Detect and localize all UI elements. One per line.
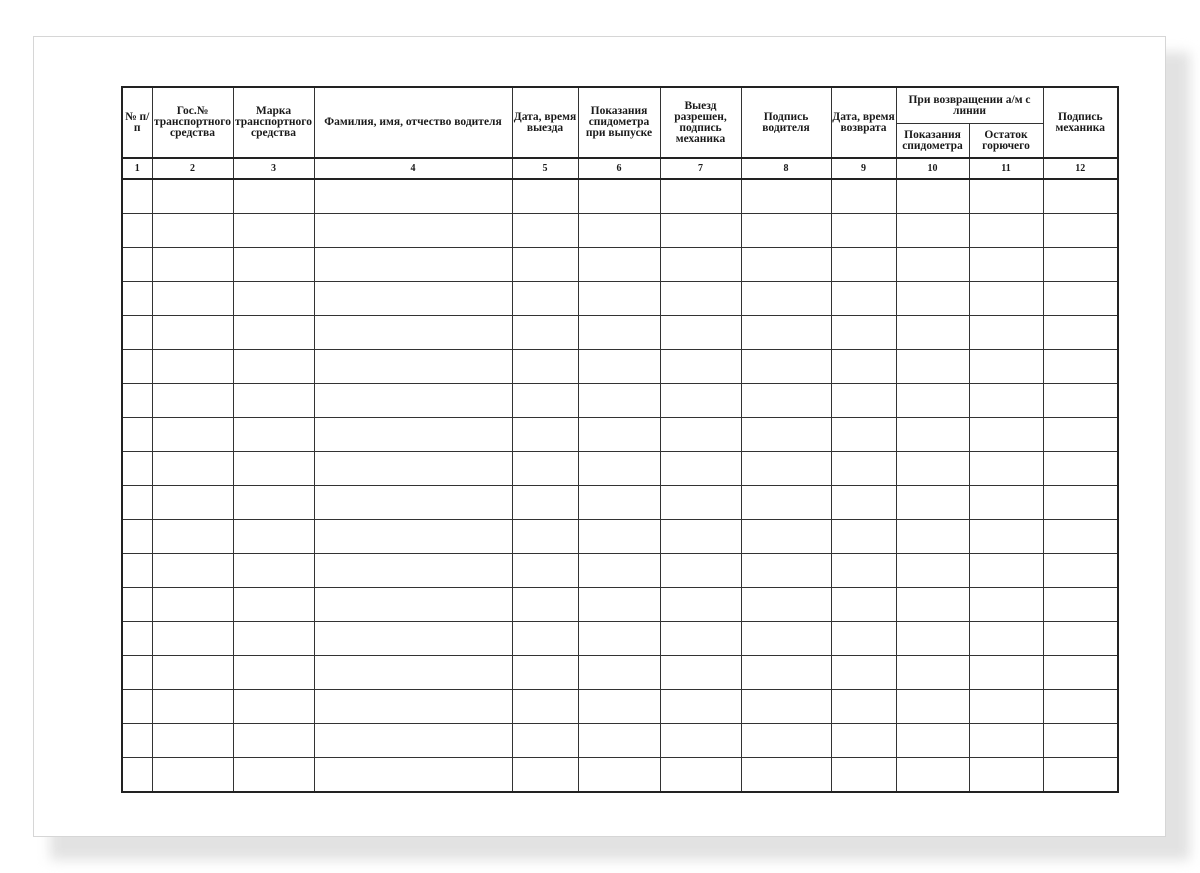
table-cell[interactable]	[152, 622, 233, 656]
table-cell[interactable]	[122, 214, 152, 248]
table-cell[interactable]	[1043, 758, 1118, 793]
table-cell[interactable]	[896, 316, 969, 350]
table-cell[interactable]	[1043, 588, 1118, 622]
table-row	[122, 350, 1118, 384]
table-cell[interactable]	[741, 554, 831, 588]
table-row	[122, 622, 1118, 656]
table-cell[interactable]	[233, 758, 314, 793]
table-cell[interactable]	[314, 724, 512, 758]
header-driver-name: Фамилия, имя, отчество водителя	[314, 87, 512, 158]
table-cell[interactable]	[152, 520, 233, 554]
table-cell[interactable]	[660, 520, 741, 554]
journal-body	[122, 179, 1118, 792]
table-cell[interactable]	[831, 452, 896, 486]
table-cell[interactable]	[896, 554, 969, 588]
table-cell[interactable]	[233, 554, 314, 588]
table-cell[interactable]	[578, 554, 660, 588]
table-cell[interactable]	[896, 179, 969, 214]
table-cell[interactable]	[896, 248, 969, 282]
column-number: 10	[896, 158, 969, 179]
table-row	[122, 554, 1118, 588]
table-cell[interactable]	[314, 316, 512, 350]
table-cell[interactable]	[233, 316, 314, 350]
table-cell[interactable]	[314, 214, 512, 248]
table-cell[interactable]	[578, 758, 660, 793]
table-cell[interactable]	[831, 554, 896, 588]
table-row	[122, 758, 1118, 793]
table-cell[interactable]	[314, 350, 512, 384]
table-cell[interactable]	[152, 656, 233, 690]
table-cell[interactable]	[831, 248, 896, 282]
table-cell[interactable]	[578, 588, 660, 622]
table-cell[interactable]	[969, 520, 1043, 554]
table-cell[interactable]	[831, 520, 896, 554]
table-cell[interactable]	[152, 418, 233, 452]
table-cell[interactable]	[1043, 418, 1118, 452]
table-cell[interactable]	[741, 724, 831, 758]
column-number: 2	[152, 158, 233, 179]
header-mechanic-signature: Подпись механика	[1043, 87, 1118, 158]
column-number: 6	[578, 158, 660, 179]
table-cell[interactable]	[969, 554, 1043, 588]
table-cell[interactable]	[831, 588, 896, 622]
table-cell[interactable]	[831, 316, 896, 350]
table-row	[122, 248, 1118, 282]
table-cell[interactable]	[741, 282, 831, 316]
form-sheet	[33, 36, 1166, 837]
table-cell[interactable]	[122, 554, 152, 588]
table-cell[interactable]	[969, 384, 1043, 418]
table-cell[interactable]	[314, 452, 512, 486]
table-cell[interactable]	[969, 588, 1043, 622]
header-driver-signature: Подпись водителя	[741, 87, 831, 158]
table-cell[interactable]	[233, 350, 314, 384]
table-cell[interactable]	[122, 486, 152, 520]
table-cell[interactable]	[660, 248, 741, 282]
table-cell[interactable]	[122, 452, 152, 486]
table-cell[interactable]	[152, 690, 233, 724]
table-cell[interactable]	[512, 486, 578, 520]
column-number: 3	[233, 158, 314, 179]
table-cell[interactable]	[896, 384, 969, 418]
table-cell[interactable]	[660, 758, 741, 793]
table-cell[interactable]	[512, 656, 578, 690]
table-cell[interactable]	[1043, 724, 1118, 758]
table-cell[interactable]	[660, 588, 741, 622]
table-cell[interactable]	[1043, 520, 1118, 554]
table-cell[interactable]	[741, 418, 831, 452]
table-cell[interactable]	[512, 248, 578, 282]
table-row	[122, 384, 1118, 418]
table-cell[interactable]	[969, 724, 1043, 758]
table-cell[interactable]	[152, 214, 233, 248]
header-return-group: При возвращении а/м с линии	[896, 87, 1043, 124]
table-cell[interactable]	[831, 656, 896, 690]
table-cell[interactable]	[1043, 690, 1118, 724]
table-cell[interactable]	[1043, 384, 1118, 418]
table-cell[interactable]	[896, 282, 969, 316]
table-cell[interactable]	[896, 350, 969, 384]
table-row	[122, 690, 1118, 724]
table-cell[interactable]	[122, 520, 152, 554]
table-cell[interactable]	[969, 418, 1043, 452]
table-cell[interactable]	[314, 384, 512, 418]
table-cell[interactable]	[969, 214, 1043, 248]
table-cell[interactable]	[831, 758, 896, 793]
table-cell[interactable]	[1043, 622, 1118, 656]
table-cell[interactable]	[896, 690, 969, 724]
table-cell[interactable]	[741, 622, 831, 656]
table-cell[interactable]	[122, 588, 152, 622]
table-cell[interactable]	[741, 690, 831, 724]
table-cell[interactable]	[122, 622, 152, 656]
table-cell[interactable]	[660, 690, 741, 724]
table-cell[interactable]	[512, 452, 578, 486]
table-cell[interactable]	[660, 452, 741, 486]
table-cell[interactable]	[314, 520, 512, 554]
table-cell[interactable]	[314, 486, 512, 520]
table-cell[interactable]	[122, 179, 152, 214]
table-cell[interactable]	[512, 282, 578, 316]
table-row	[122, 214, 1118, 248]
table-cell[interactable]	[896, 486, 969, 520]
table-row	[122, 520, 1118, 554]
table-cell[interactable]	[314, 656, 512, 690]
table-cell[interactable]	[233, 690, 314, 724]
table-cell[interactable]	[152, 384, 233, 418]
table-cell[interactable]	[1043, 452, 1118, 486]
table-cell[interactable]	[152, 486, 233, 520]
table-cell[interactable]	[233, 724, 314, 758]
table-cell[interactable]	[512, 384, 578, 418]
column-number: 8	[741, 158, 831, 179]
table-cell[interactable]	[152, 316, 233, 350]
table-cell[interactable]	[314, 690, 512, 724]
table-cell[interactable]	[831, 384, 896, 418]
table-cell[interactable]	[660, 214, 741, 248]
table-cell[interactable]	[741, 214, 831, 248]
table-cell[interactable]	[896, 520, 969, 554]
table-cell[interactable]	[512, 690, 578, 724]
table-cell[interactable]	[122, 282, 152, 316]
table-cell[interactable]	[578, 452, 660, 486]
table-cell[interactable]	[969, 486, 1043, 520]
table-cell[interactable]	[122, 418, 152, 452]
table-cell[interactable]	[741, 588, 831, 622]
table-cell[interactable]	[660, 179, 741, 214]
table-cell[interactable]	[233, 282, 314, 316]
header-odometer-departure: Показания спидометра при выпуске	[578, 87, 660, 158]
column-number: 5	[512, 158, 578, 179]
column-number: 1	[122, 158, 152, 179]
table-cell[interactable]	[969, 656, 1043, 690]
header-fuel-remaining: Остаток горючего	[969, 124, 1043, 159]
table-cell[interactable]	[578, 520, 660, 554]
table-cell[interactable]	[660, 384, 741, 418]
header-return-datetime: Дата, время возврата	[831, 87, 896, 158]
table-cell[interactable]	[152, 452, 233, 486]
table-cell[interactable]	[831, 214, 896, 248]
table-cell[interactable]	[233, 622, 314, 656]
table-cell[interactable]	[969, 690, 1043, 724]
column-number: 7	[660, 158, 741, 179]
table-cell[interactable]	[741, 179, 831, 214]
table-cell[interactable]	[1043, 350, 1118, 384]
table-cell[interactable]	[660, 656, 741, 690]
table-cell[interactable]	[152, 248, 233, 282]
column-number: 4	[314, 158, 512, 179]
table-cell[interactable]	[896, 588, 969, 622]
table-cell[interactable]	[896, 214, 969, 248]
journal-table	[121, 86, 1119, 793]
table-cell[interactable]	[896, 452, 969, 486]
table-cell[interactable]	[741, 656, 831, 690]
table-cell[interactable]	[660, 350, 741, 384]
table-cell[interactable]	[152, 758, 233, 793]
header-odometer-return: Показания спидометра	[896, 124, 969, 159]
table-cell[interactable]	[578, 724, 660, 758]
table-cell[interactable]	[152, 724, 233, 758]
header-vehicle-brand: Марка транспортного средства	[233, 87, 314, 158]
header-row-number: № п/п	[122, 87, 152, 158]
table-cell[interactable]	[152, 350, 233, 384]
table-cell[interactable]	[233, 214, 314, 248]
table-cell[interactable]	[578, 214, 660, 248]
table-cell[interactable]	[741, 520, 831, 554]
table-cell[interactable]	[741, 384, 831, 418]
table-cell[interactable]	[831, 690, 896, 724]
table-cell[interactable]	[314, 179, 512, 214]
table-cell[interactable]	[1043, 214, 1118, 248]
header-vehicle-reg-number: Гос.№ транспортного средства	[152, 87, 233, 158]
table-cell[interactable]	[512, 179, 578, 214]
table-cell[interactable]	[512, 214, 578, 248]
table-cell[interactable]	[314, 418, 512, 452]
table-cell[interactable]	[1043, 656, 1118, 690]
table-row	[122, 282, 1118, 316]
table-row	[122, 724, 1118, 758]
table-cell[interactable]	[831, 622, 896, 656]
table-cell[interactable]	[896, 758, 969, 793]
table-cell[interactable]	[233, 452, 314, 486]
table-cell[interactable]	[660, 316, 741, 350]
table-cell[interactable]	[152, 179, 233, 214]
table-cell[interactable]	[233, 656, 314, 690]
table-cell[interactable]	[578, 418, 660, 452]
table-row	[122, 316, 1118, 350]
table-cell[interactable]	[122, 724, 152, 758]
table-cell[interactable]	[741, 758, 831, 793]
table-row	[122, 656, 1118, 690]
table-cell[interactable]	[512, 554, 578, 588]
table-cell[interactable]	[578, 282, 660, 316]
table-cell[interactable]	[512, 724, 578, 758]
table-cell[interactable]	[831, 179, 896, 214]
table-cell[interactable]	[1043, 486, 1118, 520]
table-cell[interactable]	[969, 179, 1043, 214]
table-cell[interactable]	[896, 622, 969, 656]
table-cell[interactable]	[233, 486, 314, 520]
table-cell[interactable]	[122, 656, 152, 690]
table-cell[interactable]	[1043, 179, 1118, 214]
table-cell[interactable]	[969, 282, 1043, 316]
table-row	[122, 486, 1118, 520]
table-cell[interactable]	[122, 350, 152, 384]
table-cell[interactable]	[896, 656, 969, 690]
table-cell[interactable]	[578, 486, 660, 520]
table-cell[interactable]	[1043, 554, 1118, 588]
table-cell[interactable]	[660, 418, 741, 452]
table-row	[122, 588, 1118, 622]
table-cell[interactable]	[122, 384, 152, 418]
table-row	[122, 452, 1118, 486]
table-cell[interactable]	[122, 248, 152, 282]
table-cell[interactable]	[314, 622, 512, 656]
table-cell[interactable]	[314, 758, 512, 793]
table-cell[interactable]	[578, 350, 660, 384]
table-cell[interactable]	[660, 282, 741, 316]
table-cell[interactable]	[314, 588, 512, 622]
table-cell[interactable]	[314, 282, 512, 316]
table-cell[interactable]	[578, 248, 660, 282]
table-cell[interactable]	[1043, 282, 1118, 316]
table-row	[122, 179, 1118, 214]
table-cell[interactable]	[152, 554, 233, 588]
table-cell[interactable]	[660, 486, 741, 520]
table-cell[interactable]	[741, 486, 831, 520]
table-cell[interactable]	[660, 622, 741, 656]
table-cell[interactable]	[660, 554, 741, 588]
table-cell[interactable]	[831, 350, 896, 384]
table-cell[interactable]	[314, 248, 512, 282]
table-cell[interactable]	[741, 350, 831, 384]
table-cell[interactable]	[660, 724, 741, 758]
table-cell[interactable]	[233, 418, 314, 452]
table-cell[interactable]	[896, 418, 969, 452]
table-cell[interactable]	[152, 588, 233, 622]
table-cell[interactable]	[512, 622, 578, 656]
column-number: 11	[969, 158, 1043, 179]
table-cell[interactable]	[122, 758, 152, 793]
table-cell[interactable]	[831, 282, 896, 316]
table-cell[interactable]	[969, 248, 1043, 282]
table-cell[interactable]	[969, 758, 1043, 793]
table-cell[interactable]	[578, 384, 660, 418]
table-cell[interactable]	[512, 520, 578, 554]
table-cell[interactable]	[512, 588, 578, 622]
table-cell[interactable]	[578, 622, 660, 656]
table-cell[interactable]	[512, 758, 578, 793]
table-cell[interactable]	[969, 452, 1043, 486]
table-cell[interactable]	[969, 622, 1043, 656]
table-cell[interactable]	[831, 486, 896, 520]
table-cell[interactable]	[969, 350, 1043, 384]
table-cell[interactable]	[233, 588, 314, 622]
table-cell[interactable]	[122, 690, 152, 724]
column-number-row	[122, 158, 1118, 179]
table-cell[interactable]	[122, 316, 152, 350]
header-departure-datetime: Дата, время выезда	[512, 87, 578, 158]
table-cell[interactable]	[741, 452, 831, 486]
table-cell[interactable]	[831, 724, 896, 758]
table-cell[interactable]	[1043, 316, 1118, 350]
table-cell[interactable]	[512, 316, 578, 350]
table-cell[interactable]	[152, 282, 233, 316]
table-cell[interactable]	[578, 179, 660, 214]
header-mechanic-approval: Выезд разрешен, подпись механика	[660, 87, 741, 158]
table-cell[interactable]	[512, 418, 578, 452]
table-cell[interactable]	[233, 179, 314, 214]
table-cell[interactable]	[512, 350, 578, 384]
table-cell[interactable]	[578, 656, 660, 690]
table-cell[interactable]	[831, 418, 896, 452]
table-cell[interactable]	[233, 384, 314, 418]
table-cell[interactable]	[578, 690, 660, 724]
table-cell[interactable]	[578, 316, 660, 350]
table-cell[interactable]	[1043, 248, 1118, 282]
column-number: 12	[1043, 158, 1118, 179]
table-row	[122, 418, 1118, 452]
table-cell[interactable]	[233, 520, 314, 554]
table-cell[interactable]	[896, 724, 969, 758]
table-cell[interactable]	[741, 248, 831, 282]
table-cell[interactable]	[741, 316, 831, 350]
table-cell[interactable]	[969, 316, 1043, 350]
table-cell[interactable]	[233, 248, 314, 282]
column-number: 9	[831, 158, 896, 179]
table-cell[interactable]	[314, 554, 512, 588]
